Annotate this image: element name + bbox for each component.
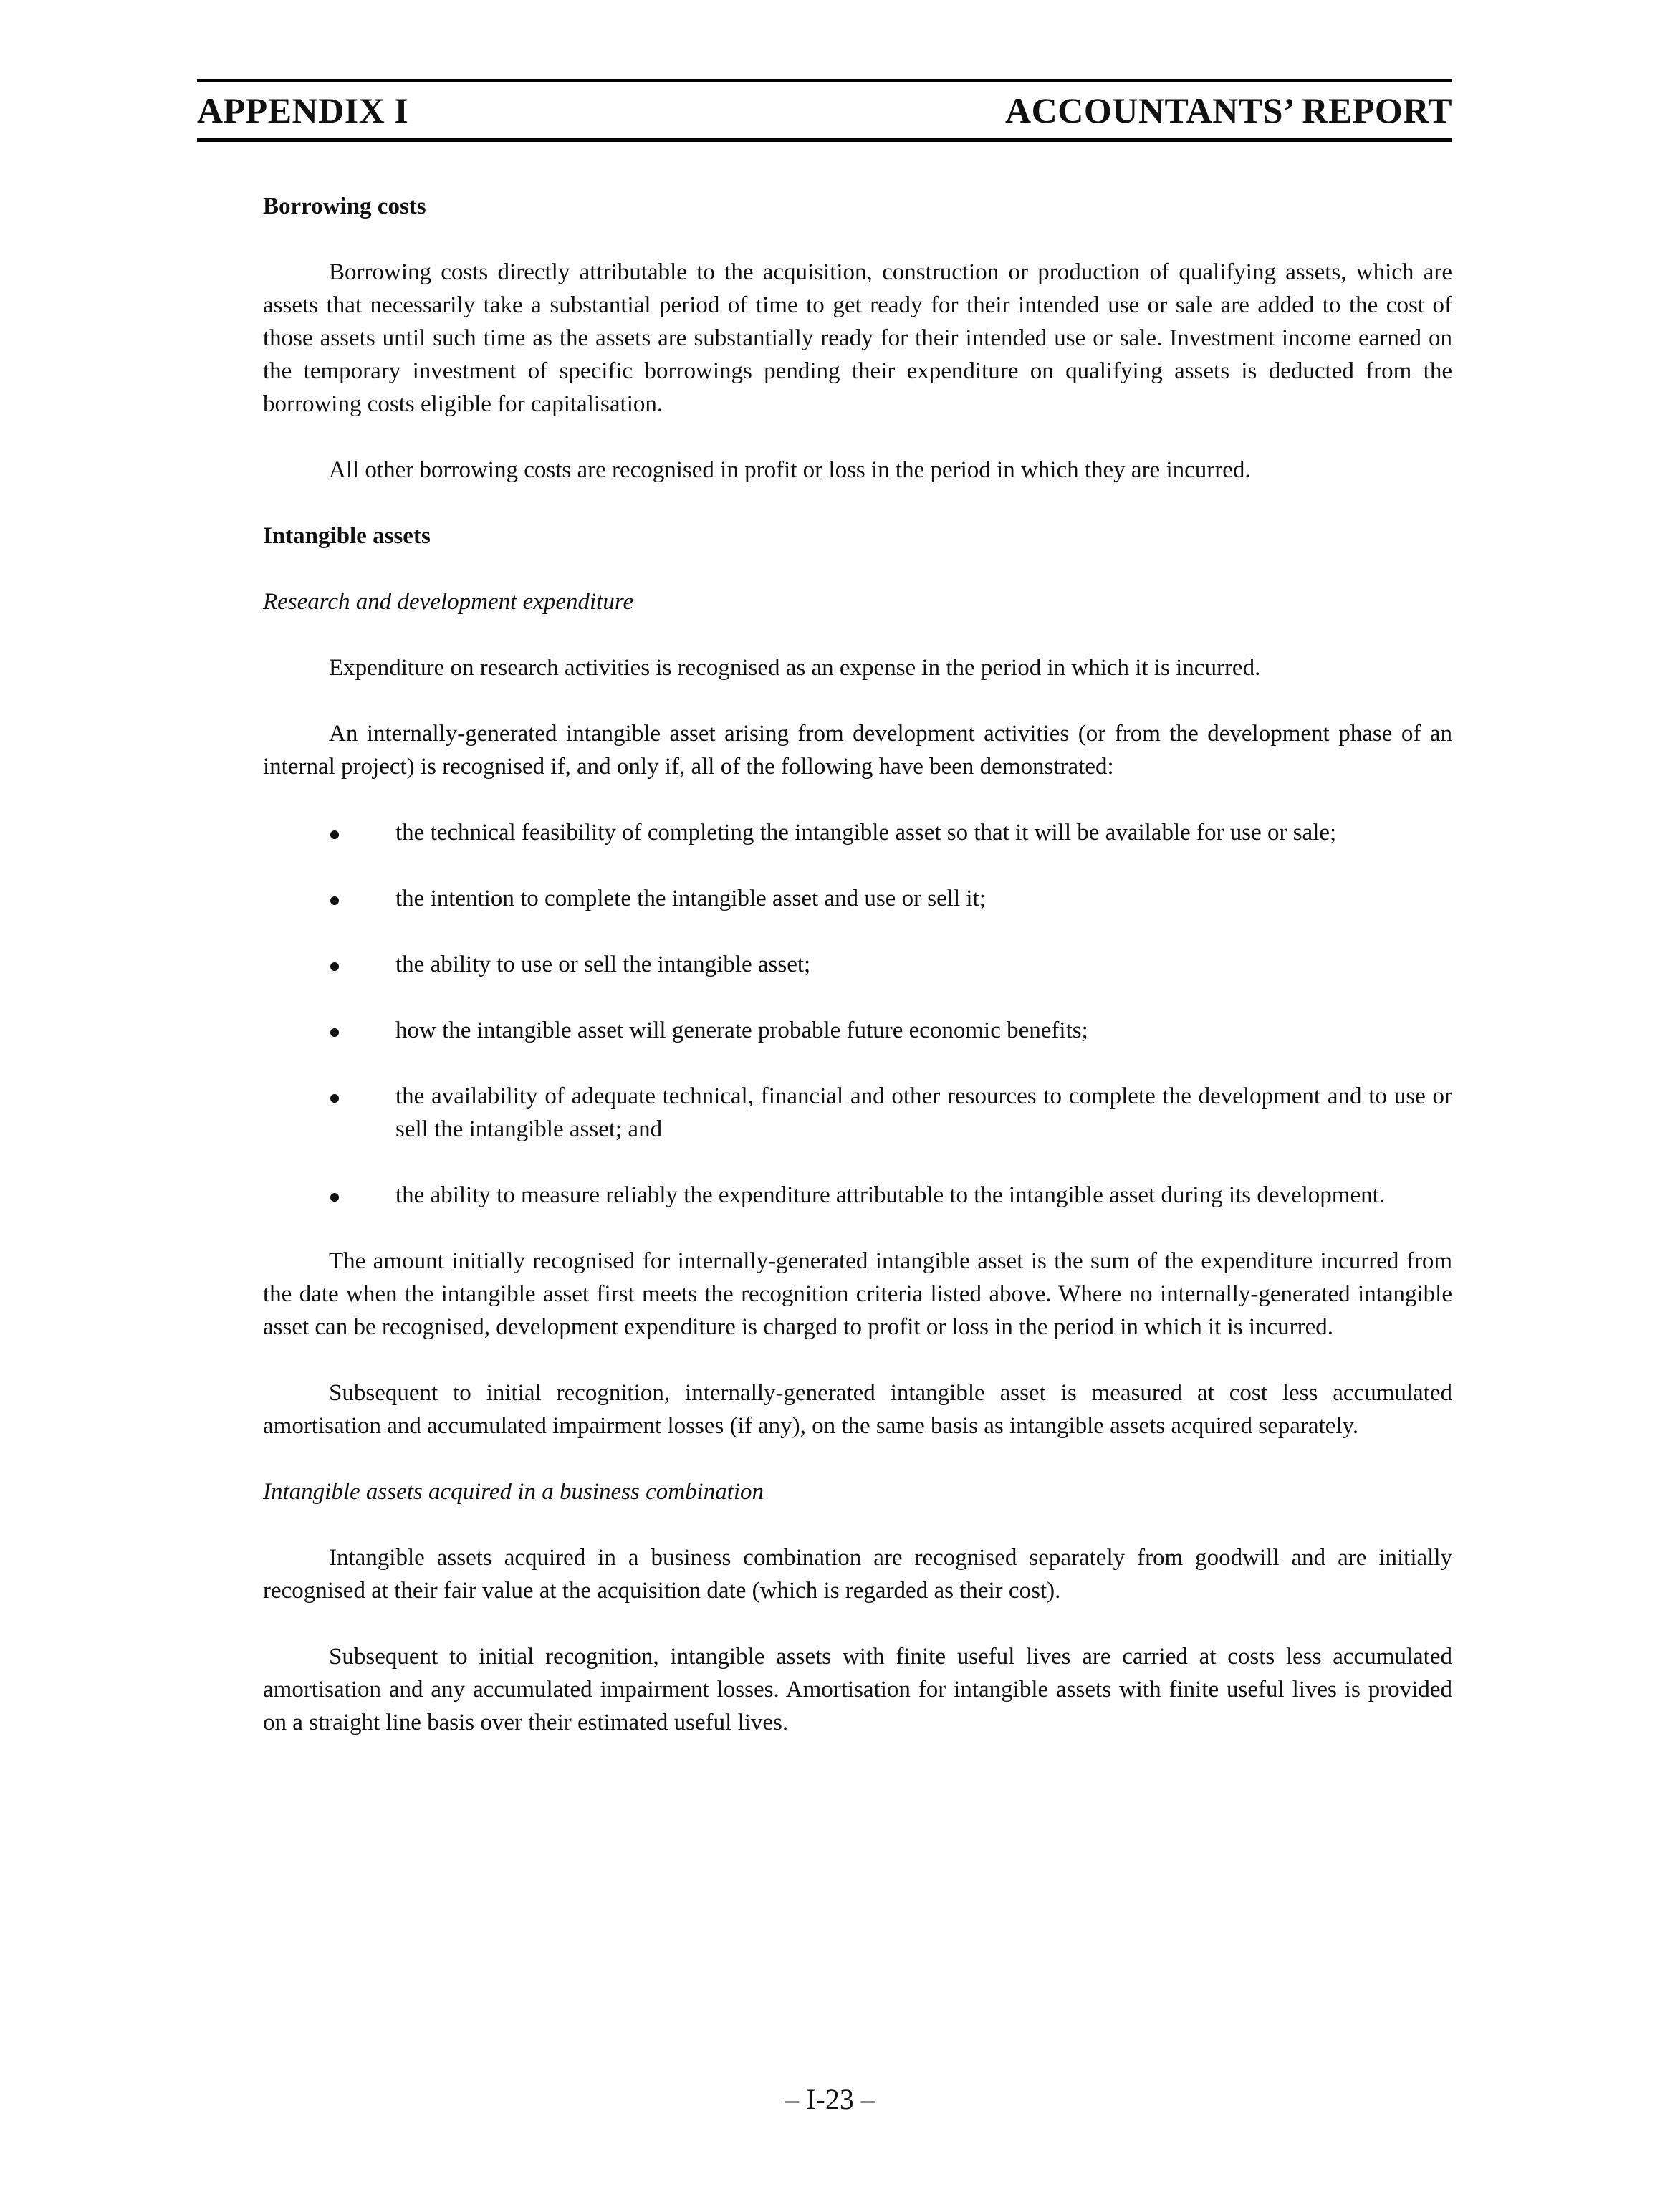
recognition-criteria-paragraph: An internally-generated intangible asset arising from development activities (or from the development phase of an internal project) is recognised if, and only if, all of the following have been demonstrated:: [263, 721, 1452, 780]
list-item-text: how the intangible asset will generate probable future economic benefits;: [395, 1018, 1088, 1043]
business-combination-subheading: Intangible assets acquired in a business combination: [263, 1479, 764, 1505]
borrowing-costs-heading: Borrowing costs: [263, 193, 426, 219]
borrowing-costs-paragraph-2: All other borrowing costs are recognised in profit or loss in the period in which they are incurred.: [329, 457, 1251, 483]
appendix-title: APPENDIX I: [197, 90, 409, 130]
recognition-criteria-list: [263, 816, 1452, 1212]
list-item: [263, 882, 1452, 915]
list-item-text: the availability of adequate technical, financial and other resources to complete the development and to use or sell the intangible asset; and: [395, 1083, 1452, 1142]
list-item-text: the intention to complete the intangible asset and use or sell it;: [395, 886, 986, 911]
header-top-rule: [197, 79, 1452, 82]
subsequent-measurement-paragraph: Subsequent to initial recognition, internally-generated intangible asset is measured at cost less accumulated amortisation and accumulated impairment losses (if any), on the same basis as intangible assets acquired separately.: [263, 1380, 1452, 1439]
bullet-icon: [330, 896, 339, 905]
borrowing-costs-paragraph-1: Borrowing costs directly attributable to the acquisition, construction or production of qualifying assets, which are assets that necessarily take a substantial period of time to get ready for their intended use or sale are added to the cost of those assets until such time as the assets are substantially ready for their intended use or sale. Investment income earned on the temporary investment of specific borrowings pending their expenditure on qualifying assets is deducted from the borrowing costs eligible for capitalisation.: [263, 259, 1452, 417]
page-content: [263, 190, 1452, 1772]
list-item-text: the ability to measure reliably the expenditure attributable to the intangible asset during its development.: [395, 1182, 1386, 1208]
list-item: [263, 948, 1452, 981]
bullet-icon: [330, 830, 339, 839]
header-bottom-rule: [197, 138, 1452, 142]
list-item: [263, 1080, 1452, 1146]
initial-recognition-paragraph: The amount initially recognised for internally-generated intangible asset is the sum of the expenditure incurred from the date when the intangible asset first meets the recognition criteria listed above. Where no internally-generated intangible asset can be recognised, development expenditure is charged to profit or loss in the period in which it is incurred.: [263, 1248, 1452, 1340]
bullet-icon: [330, 1193, 339, 1202]
list-item-text: the technical feasibility of completing the intangible asset so that it will be available for use or sale;: [395, 820, 1337, 846]
list-item: [263, 1179, 1452, 1212]
research-development-subheading: Research and development expenditure: [263, 589, 634, 615]
list-item: [263, 816, 1452, 849]
bullet-icon: [330, 1094, 339, 1103]
bullet-icon: [330, 962, 339, 971]
list-item: [263, 1014, 1452, 1047]
research-expenditure-paragraph: Expenditure on research activities is recognised as an expense in the period in which it is incurred.: [329, 655, 1261, 681]
list-item-text: the ability to use or sell the intangible asset;: [395, 952, 811, 977]
intangible-assets-heading: Intangible assets: [263, 523, 431, 549]
bullet-icon: [330, 1028, 339, 1037]
business-combination-paragraph: Intangible assets acquired in a business combination are recognised separately from goodwill and are initially recognised at their fair value at the acquisition date (which is regarded as their cost).: [263, 1545, 1452, 1604]
report-title: ACCOUNTANTS’ REPORT: [1005, 90, 1452, 130]
page-number: – I-23 –: [785, 2083, 875, 2115]
amortisation-paragraph: Subsequent to initial recognition, intangible assets with finite useful lives are carried at costs less accumulated amortisation and any accumulated impairment losses. Amortisation for intangible assets with finite useful lives is provided on a straight line basis over their estimated useful lives.: [263, 1644, 1452, 1735]
